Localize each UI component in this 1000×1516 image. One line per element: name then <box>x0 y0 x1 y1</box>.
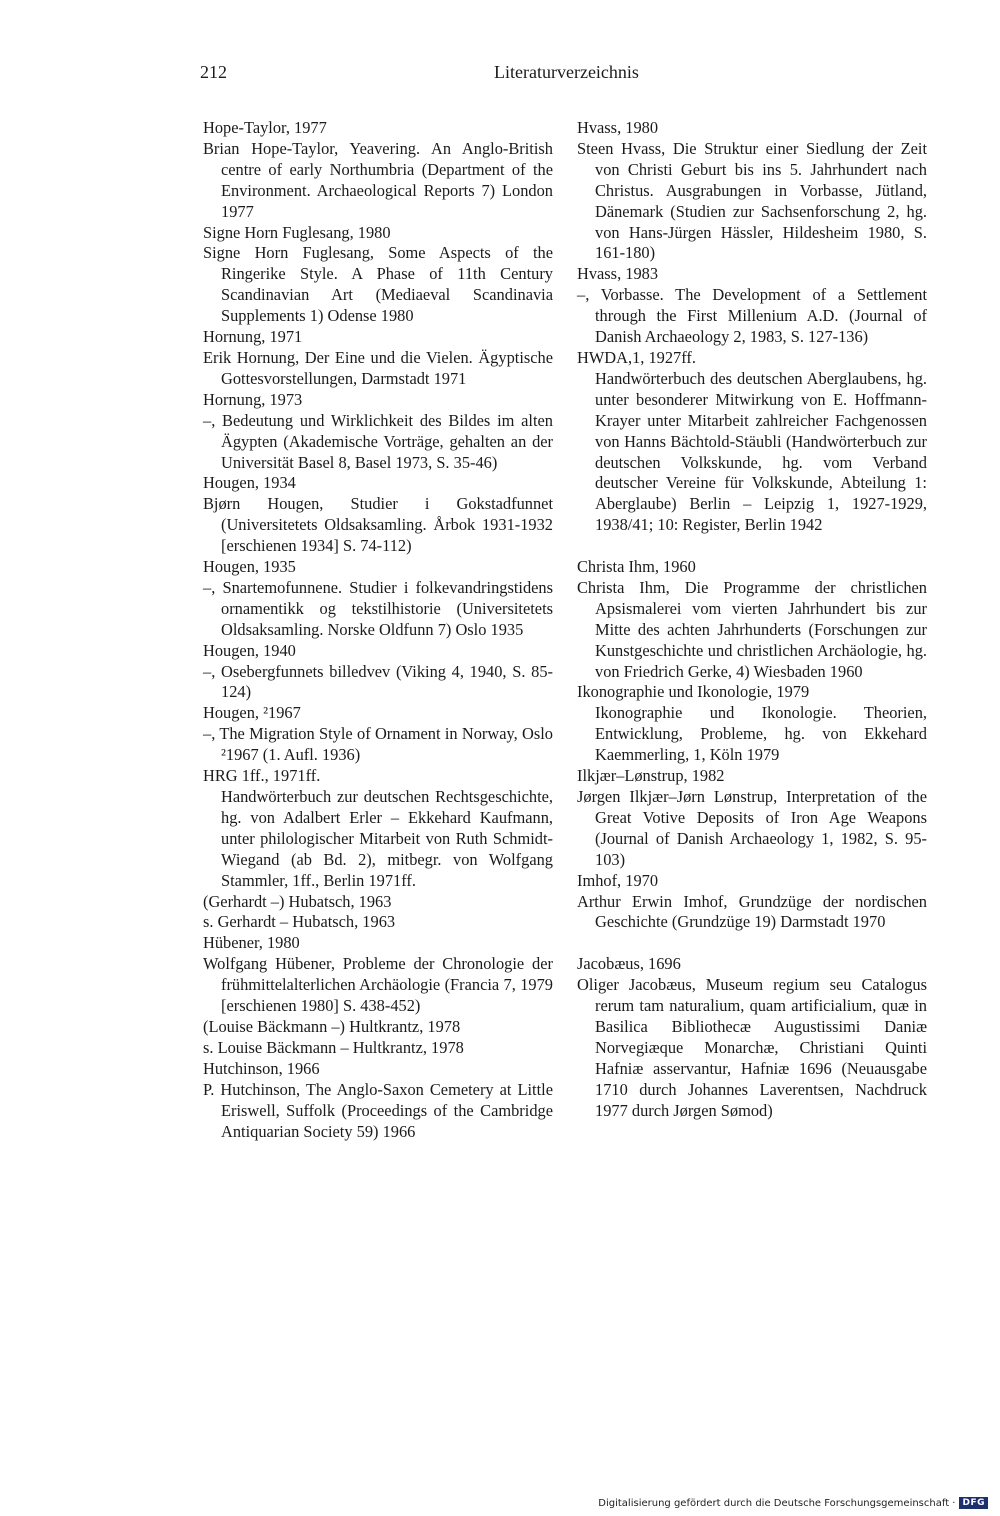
entry-citation: Ikonographie und Ikonologie. Theorien, Entwicklung, Probleme, hg. von Ekkehard Kaemmerling, 1, Köln 1979 <box>595 703 927 765</box>
bibliography-entry <box>203 327 553 390</box>
entry-key: Christa Ihm, 1960 <box>577 557 696 577</box>
bibliography-entry <box>577 557 927 682</box>
bibliography-right-column <box>577 118 927 1121</box>
page-number: 212 <box>200 62 227 82</box>
bibliography-entry <box>203 1038 553 1059</box>
entry-key: Hougen, ²1967 <box>203 703 301 723</box>
bibliography-entry <box>203 1059 553 1143</box>
entry-key: Hübener, 1980 <box>203 933 300 953</box>
entry-citation: Handwörterbuch zur deutschen Rechtsgeschichte, hg. von Adalbert Erler – Ekkehard Kaufmann, unter philologischer Mitarbeit von Ruth Schmidt-Wiegand (ab Bd. 2), mitbegr. von Wolfgang Stammler, 1ff., Berlin 1971ff. <box>221 787 553 890</box>
bibliography-entry <box>203 703 553 766</box>
page-header <box>200 62 926 88</box>
entry-citation: –, Snartemofunnene. Studier i folkevandringstidens ornamentikk og tekstilhistorie (Universitetets Oldsaksamling. Norske Oldfunn 7) Oslo 1935 <box>203 577 553 639</box>
entry-key: s. Gerhardt – Hubatsch, 1963 <box>203 912 396 932</box>
entry-citation: Handwörterbuch des deutschen Aberglaubens, hg. unter besonderer Mitwirkung von E. Hoffmann-Krayer unter Mitarbeit zahlreicher Fachgenossen von Hanns Bächtold-Stäubli (Handwörterbuch zur deutschen Volkskunde, hg. vom Verband deutscher Vereine für Volkskunde, Abteilung 1: Aberglaube) Berlin – Leipzig 1, 1927-1929, 1938/41; 10: Register, Berlin 1942 <box>595 368 927 535</box>
entry-citation: Christa Ihm, Die Programme der christlichen Apsismalerei vom vierten Jahrhundert bis zur Mitte des achten Jahrhunderts (Forschungen zur Kunstgeschichte und christlichen Archäologie, hg. von Friedrich Gerke, 4) Wiesbaden 1960 <box>577 577 927 681</box>
entry-key: Hope-Taylor, 1977 <box>203 118 327 137</box>
bibliography-entry <box>203 892 553 913</box>
bibliography-entry <box>203 223 553 328</box>
bibliography-entry <box>203 912 553 933</box>
bibliography-entry <box>203 641 553 704</box>
entry-key: Hornung, 1973 <box>203 389 303 409</box>
entry-citation: Erik Hornung, Der Eine und die Vielen. Ägyptische Gottesvorstellungen, Darmstadt 1971 <box>203 347 553 388</box>
bibliography-entry <box>577 348 927 536</box>
entry-citation: Arthur Erwin Imhof, Grundzüge der nordischen Geschichte (Grundzüge 19) Darmstadt 1970 <box>577 891 927 932</box>
entry-citation: Bjørn Hougen, Studier i Gokstadfunnet (Universitetets Oldsaksamling. Årbok 1931-1932 [erschienen 1934] S. 74-112) <box>203 494 553 556</box>
bibliography-entry <box>203 1017 553 1038</box>
bibliography-entry <box>577 118 927 264</box>
entry-key: Hornung, 1971 <box>203 327 303 347</box>
entry-citation: Brian Hope-Taylor, Yeavering. An Anglo-British centre of early Northumbria (Department of the Environment. Archaeological Reports 7) London 1977 <box>203 138 553 221</box>
bibliography-entry <box>577 954 927 1121</box>
entry-key: Ilkjær–Lønstrup, 1982 <box>577 766 725 786</box>
entry-key: Hougen, 1934 <box>203 473 296 493</box>
entry-key: HWDA,1, 1927ff. <box>577 347 696 367</box>
entry-citation: –, Osebergfunnets billedvev (Viking 4, 1940, S. 85-124) <box>203 661 553 702</box>
entry-citation: Jørgen Ilkjær–Jørn Lønstrup, Interpretation of the Great Votive Deposits of Iron Age Weapons (Journal of Danish Archaeology 1, 1982, S. 95-103) <box>577 786 927 869</box>
bibliography-entry <box>577 766 927 871</box>
bibliography-entry <box>577 871 927 934</box>
entry-citation: Oliger Jacobæus, Museum regium seu Catalogus rerum tam naturalium, quam artificialium, quæ in Basilica Bibliothecæ Augustissimi Daniæ Norvegiæque Monarchæ, Christiani Quinti Hafniæ asservantur, Hafniæ 1696 (Neuausgabe 1710 durch Johannes Laverentsen, Nachdruck 1977 durch Jørgen Sømod) <box>577 975 927 1120</box>
bibliography-entry <box>203 557 553 641</box>
bibliography-entry <box>203 933 553 1017</box>
bibliography-entry <box>577 264 927 348</box>
bibliography-entry <box>203 766 553 891</box>
bibliography-left-column <box>203 118 553 1142</box>
bibliography-entry <box>203 390 553 474</box>
entry-key: Hvass, 1980 <box>577 118 659 137</box>
entry-key: Hvass, 1983 <box>577 264 659 284</box>
entry-key: Ikonographie und Ikonologie, 1979 <box>577 682 810 702</box>
entry-key: Jacobæus, 1696 <box>577 954 681 974</box>
bibliography-entry <box>577 682 927 766</box>
entry-key: Signe Horn Fuglesang, 1980 <box>203 222 391 242</box>
entry-key: (Gerhardt –) Hubatsch, 1963 <box>203 891 392 911</box>
entry-key: Hougen, 1935 <box>203 557 296 577</box>
bibliography-entry <box>203 118 553 223</box>
running-head: Literaturverzeichnis <box>494 62 639 82</box>
entry-citation: –, Vorbasse. The Development of a Settlement through the First Millenium A.D. (Journal of Danish Archaeology 2, 1983, S. 127-136) <box>577 285 927 347</box>
footer-credit: Digitalisierung gefördert durch die Deutsche Forschungsgemeinschaft · <box>598 1497 956 1509</box>
entry-key: s. Louise Bäckmann – Hultkrantz, 1978 <box>203 1037 464 1057</box>
entry-citation: Wolfgang Hübener, Probleme der Chronologie der frühmittelalterlichen Archäologie (Francia 7, 1979 [erschienen 1980] S. 438-452) <box>203 954 553 1016</box>
bibliography-entry <box>203 473 553 557</box>
entry-key: Imhof, 1970 <box>577 870 659 890</box>
entry-key: Hutchinson, 1966 <box>203 1058 320 1078</box>
entry-key: Hougen, 1940 <box>203 640 296 660</box>
entry-key: HRG 1ff., 1971ff. <box>203 766 321 786</box>
entry-citation: –, Bedeutung und Wirklichkeit des Bildes im alten Ägypten (Akademische Vorträge, gehalten an der Universität Basel 8, Basel 1973, S. 35-46) <box>203 410 553 472</box>
dfg-logo-icon: DFG <box>959 1497 988 1509</box>
entry-citation: –, The Migration Style of Ornament in Norway, Oslo ²1967 (1. Aufl. 1936) <box>203 724 553 765</box>
entry-citation: P. Hutchinson, The Anglo-Saxon Cemetery at Little Eriswell, Suffolk (Proceedings of the Cambridge Antiquarian Society 59) 1966 <box>203 1079 553 1141</box>
footer <box>598 1494 988 1512</box>
entry-citation: Signe Horn Fuglesang, Some Aspects of the Ringerike Style. A Phase of 11th Century Scandinavian Art (Mediaeval Scandinavia Supplements 1) Odense 1980 <box>203 243 553 326</box>
entry-key: (Louise Bäckmann –) Hultkrantz, 1978 <box>203 1016 461 1036</box>
entry-citation: Steen Hvass, Die Struktur einer Siedlung der Zeit von Christi Geburt bis ins 5. Jahrhundert nach Christus. Ausgrabungen in Vorbasse, Jütland, Dänemark (Studien zur Sachsenforschung 2, hg. von Hans-Jürgen Hässler, Hildesheim 1980, S. 161-180) <box>577 138 927 263</box>
